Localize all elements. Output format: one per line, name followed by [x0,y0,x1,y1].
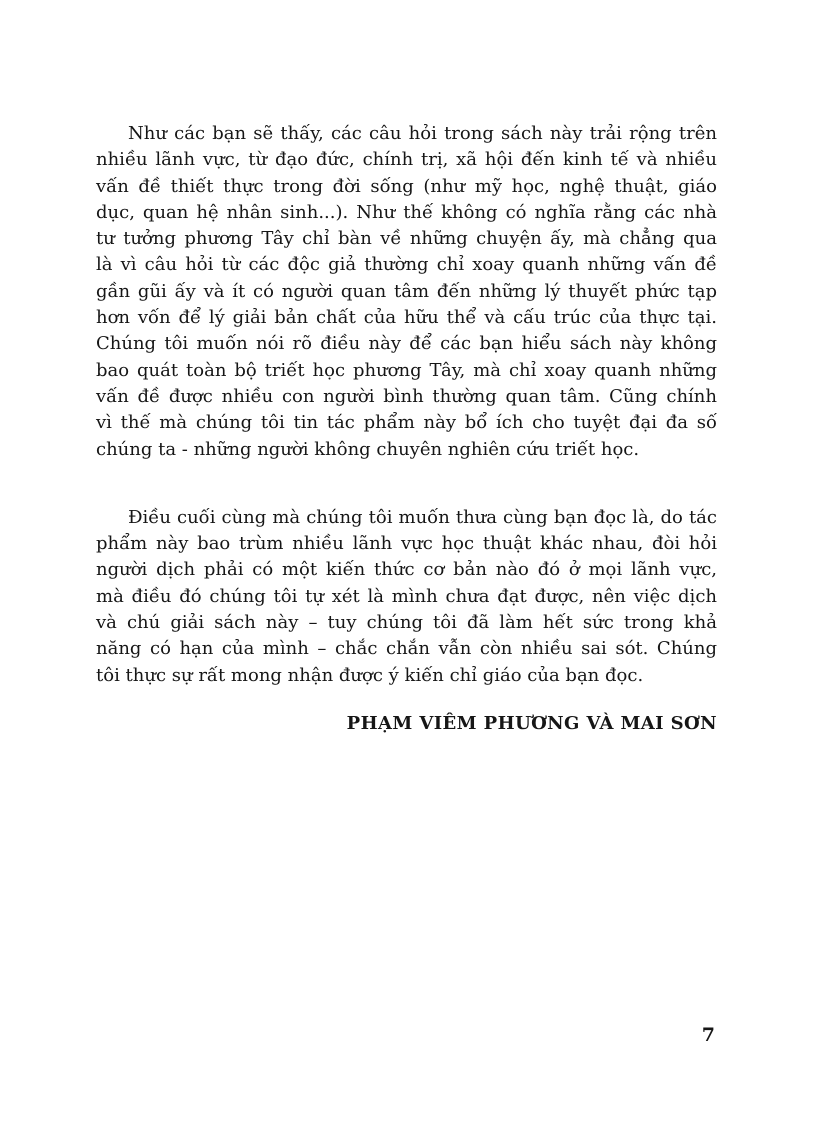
paragraph-line: tôi thực sự rất mong nhận được ý kiến chỉ giáo của bạn đọc. [96,664,644,686]
paragraph-line: nhiều lãnh vực, từ đạo đức, chính trị, xã hội đến kinh tế và nhiều [96,149,717,171]
paragraph-line: vì thế mà chúng tôi tin tác phẩm này bổ ích cho tuyệt đại đa số [96,412,717,434]
paragraph-line: hơn vốn để lý giải bản chất của hữu thể và cấu trúc của thực tại. [96,307,717,329]
paragraph-line: vấn đề thiết thực trong đời sống (như mỹ học, nghệ thuật, giáo [96,175,717,197]
page-number: 7 [701,1024,715,1046]
translator-signature: PHẠM VIÊM PHƯƠNG VÀ MAI SƠN [346,712,717,734]
paragraph-line: người dịch phải có một kiến thức cơ bản nào đó ở mọi lãnh vực, [96,559,717,581]
paragraph-2 [96,505,717,689]
paragraph-line: mà điều đó chúng tôi tự xét là mình chưa đạt được, nên việc dịch [96,585,717,607]
paragraph-line: và chú giải sách này – tuy chúng tôi đã làm hết sức trong khả [96,612,717,634]
paragraph-line: tư tưởng phương Tây chỉ bàn về những chuyện ấy, mà chẳng qua [96,228,717,250]
paragraph-line: năng có hạn của mình – chắc chắn vẫn còn nhiều sai sót. Chúng [96,638,717,660]
paragraph-line: bao quát toàn bộ triết học phương Tây, mà chỉ xoay quanh những [96,359,717,381]
page-body [96,121,717,734]
paragraph-1 [96,121,717,463]
paragraph-line: chúng ta - những người không chuyên nghiên cứu triết học. [96,438,640,460]
paragraph-line: là vì câu hỏi từ các độc giả thường chỉ xoay quanh những vấn đề [96,254,717,276]
paragraph-line: Điều cuối cùng mà chúng tôi muốn thưa cùng bạn đọc là, do tác [128,506,717,528]
paragraph-line: phẩm này bao trùm nhiều lãnh vực học thuật khác nhau, đòi hỏi [96,533,717,555]
paragraph-line: dục, quan hệ nhân sinh...). Như thế không có nghĩa rằng các nhà [96,201,717,223]
paragraph-line: Chúng tôi muốn nói rõ điều này để các bạn hiểu sách này không [96,333,717,355]
paragraph-line: Như các bạn sẽ thấy, các câu hỏi trong sách này trải rộng trên [128,123,717,144]
paragraph-line: vấn đề được nhiều con người bình thường quan tâm. Cũng chính [96,385,717,407]
paragraph-line: gần gũi ấy và ít có người quan tâm đến những lý thuyết phức tạp [96,280,717,302]
